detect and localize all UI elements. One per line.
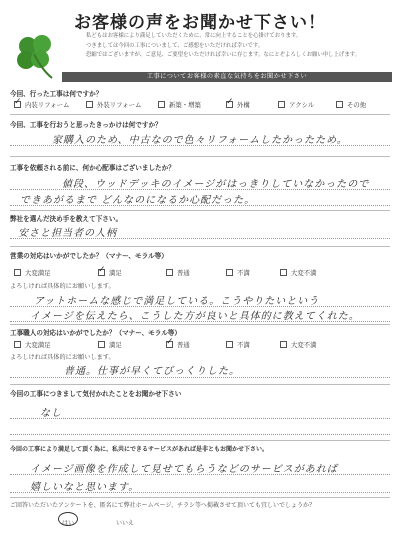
answer-line bbox=[10, 377, 390, 378]
answer-line bbox=[10, 434, 390, 435]
question-service-request: 今回の工事により満足して頂く為に、私共にできるサービスがあれば是非ともお聞かせ下さい。 bbox=[10, 446, 269, 453]
detail-label: よろしければ具体的にお願いします。 bbox=[10, 354, 115, 361]
answer-line bbox=[10, 189, 390, 190]
divider bbox=[10, 440, 390, 441]
question-sales-service: 営業の対応はいかがでしたか？（マナー、モラル等） bbox=[10, 252, 168, 260]
answer-service-line1: イメージ画像を作成して見せてもらうなどのサービスがあれば bbox=[30, 464, 338, 475]
sales-rating-options bbox=[14, 268, 394, 280]
page-title: お客様の声をお聞かせ下さい！ bbox=[74, 13, 326, 33]
divider bbox=[10, 210, 390, 211]
option-exterior[interactable]: 外装リフォーム bbox=[86, 100, 141, 109]
answer-line bbox=[10, 145, 390, 146]
intro-line: つきましては今回の工事についまして、ご感想をいただければ幸いです。 bbox=[86, 42, 264, 49]
answer-line bbox=[10, 474, 390, 475]
answer-noticed: なし bbox=[40, 408, 62, 419]
rating-very-dissatisfied[interactable]: 大変不満 bbox=[280, 340, 317, 349]
checkbox-checked[interactable] bbox=[166, 341, 173, 348]
clover-icon bbox=[12, 32, 62, 80]
divider bbox=[10, 497, 390, 498]
rating-very-dissatisfied[interactable]: 大変不満 bbox=[280, 268, 317, 277]
checkbox[interactable] bbox=[98, 341, 105, 348]
answer-line bbox=[10, 418, 390, 419]
detail-label: よろしければ具体的にお願いします。 bbox=[10, 283, 115, 290]
option-new-build[interactable]: 新築・増築 bbox=[158, 100, 201, 109]
answer-line bbox=[10, 492, 390, 493]
checkbox[interactable] bbox=[14, 341, 21, 348]
divider bbox=[10, 324, 390, 325]
question-craftsman-service: 工事職人の対応はいかがでしたか？（マナー、モラル等） bbox=[10, 329, 181, 337]
work-type-options bbox=[14, 100, 394, 112]
question-reason: 今回、工事を行おうと思ったきっかけは何ですか？ bbox=[10, 121, 162, 129]
checkbox[interactable] bbox=[280, 269, 287, 276]
answer-line bbox=[10, 238, 390, 239]
option-other[interactable]: その他 bbox=[336, 100, 366, 109]
divider bbox=[10, 114, 390, 115]
checkbox-checked[interactable] bbox=[98, 269, 105, 276]
question-noticed: 今回の工事につきまして気付かれたことをお聞かせ下さい bbox=[10, 390, 182, 398]
rating-normal[interactable]: 普通 bbox=[166, 268, 190, 277]
intro-text bbox=[86, 32, 392, 61]
answer-reason: 家購入のため、中古なので色々リフォームしたかったため。 bbox=[52, 135, 348, 146]
consent-no[interactable]: いいえ bbox=[116, 520, 135, 527]
intro-line: 恐縮ではございますが、ご意見、ご要望をいただければ幸いに存じます。なにとぞよろしくお願い申し上げます。 bbox=[86, 52, 361, 59]
checkbox[interactable] bbox=[336, 101, 343, 108]
answer-service-line2: 嬉しいなと思います。 bbox=[30, 482, 140, 493]
checkbox[interactable] bbox=[166, 269, 173, 276]
rating-satisfied[interactable]: 満足 bbox=[98, 340, 122, 349]
answer-line bbox=[10, 321, 390, 322]
checkbox-checked[interactable] bbox=[14, 101, 21, 108]
answer-concerns-line1: 値段、ウッドデッキのイメージがはっきりしていなかったので bbox=[62, 179, 370, 190]
question-decision: 弊社を選んだ決め手を教えて下さい。 bbox=[10, 215, 123, 223]
publish-consent-question: ご回答いただいたアンケートを、匿名にて弊社ホームページ、チラシ等へ掲載させて頂いても宜しいでしょうか？ bbox=[10, 502, 316, 509]
divider bbox=[10, 156, 390, 157]
answer-concerns-line2: できあがるまで どんなのになるか心配だった。 bbox=[20, 195, 256, 206]
consent-yes[interactable]: はい bbox=[62, 520, 75, 527]
section-header-bar: 工事についてお客様の素直な気持ちをお聞かせ下さい bbox=[62, 72, 392, 82]
rating-dissatisfied[interactable]: 不満 bbox=[226, 340, 250, 349]
rating-very-satisfied[interactable]: 大変満足 bbox=[14, 340, 51, 349]
answer-sales-line2: イメージを伝えたら、こうした方が良いと具体的に教えてくれた。 bbox=[30, 311, 360, 322]
question-concerns: 工事を依頼される前に、何か心配事はございましたか？ bbox=[10, 164, 175, 172]
checkbox-checked[interactable] bbox=[226, 101, 233, 108]
option-acsil[interactable]: アクシル bbox=[278, 100, 314, 109]
checkbox[interactable] bbox=[86, 101, 93, 108]
rating-dissatisfied[interactable]: 不満 bbox=[226, 268, 250, 277]
checkbox[interactable] bbox=[226, 341, 233, 348]
checkbox[interactable] bbox=[14, 269, 21, 276]
answer-line bbox=[10, 205, 390, 206]
rating-satisfied[interactable]: ✓ 満足 bbox=[98, 268, 122, 277]
rating-very-satisfied[interactable]: 大変満足 bbox=[14, 268, 51, 277]
divider bbox=[10, 246, 390, 247]
answer-craftsman: 普通。仕事が早くてびっくりした。 bbox=[64, 366, 240, 377]
checkbox[interactable] bbox=[158, 101, 165, 108]
craftsman-rating-options bbox=[14, 340, 394, 352]
divider bbox=[10, 384, 390, 385]
rating-normal[interactable]: ✓ 普通 bbox=[166, 340, 190, 349]
checkbox[interactable] bbox=[280, 341, 287, 348]
option-interior[interactable]: ✓ 内装リフォーム bbox=[14, 100, 69, 109]
question-work-type: 今回、行った工事は何ですか？ bbox=[10, 90, 103, 98]
intro-line: 私どもはお客様により満足していただくために、常に向上することを心掛けております。 bbox=[86, 33, 302, 39]
option-exterior-work[interactable]: ✓ 外構 bbox=[226, 100, 250, 109]
checkbox[interactable] bbox=[278, 101, 285, 108]
answer-decision: 安さと担当者の人柄 bbox=[18, 228, 117, 239]
checkbox[interactable] bbox=[226, 269, 233, 276]
answer-sales-line1: アットホームな感じで満足している。こうやりたいという bbox=[34, 296, 320, 307]
